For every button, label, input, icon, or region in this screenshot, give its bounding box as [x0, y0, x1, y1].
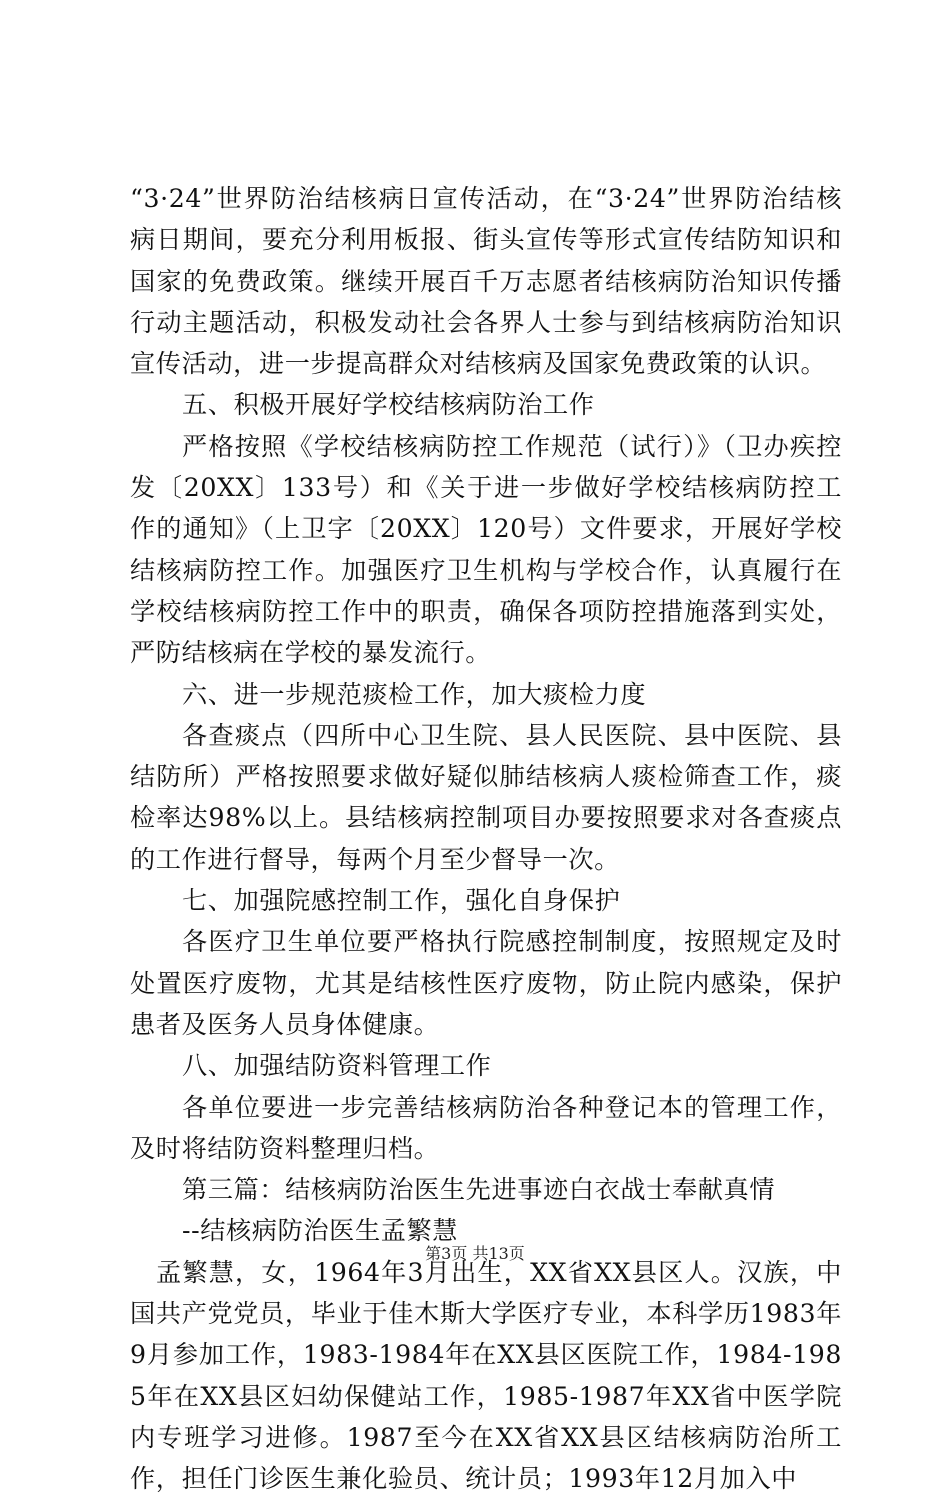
page-number-footer: 第3页 共13页	[425, 1244, 525, 1263]
paragraph-publicity-day: “3·24”世界防治结核病日宣传活动，在“3·24”世界防治结核病日期间，要充分利用板报、街头宣传等形式宣传结防知识和国家的免费政策。继续开展百千万志愿者结核病防治知识传播行动主题活动，积极发动社会各界人士参与到结核病防治知识宣传活动，进一步提高群众对结核病及国家免费政策的认识。	[130, 184, 842, 379]
section-heading-five: 五、积极开展好学校结核病防治工作	[182, 390, 595, 420]
document-body	[130, 178, 842, 1500]
section-heading-seven: 七、加强院感控制工作，强化自身保护	[182, 886, 621, 916]
paragraph-infection-control: 各医疗卫生单位要严格执行院感控制制度，按照规定及时处置医疗废物，尤其是结核性医疗废物，防止院内感染，保护患者及医务人员身体健康。	[130, 927, 842, 1039]
paragraph-records-management: 各单位要进一步完善结核病防治各种登记本的管理工作，及时将结防资料整理归档。	[130, 1092, 842, 1163]
paragraph-school-tb-control: 严格按照《学校结核病防控工作规范（试行）》（卫办疾控发〔20XX〕133号）和《关于进一步做好学校结核病防控工作的通知》（上卫字〔20XX〕120号）文件要求，开展好学校结核病防控工作。加强医疗卫生机构与学校合作，认真履行在学校结核病防控工作中的职责，确保各项防控措施落到实处，严防结核病在学校的暴发流行。	[130, 431, 842, 668]
section-heading-eight: 八、加强结防资料管理工作	[182, 1051, 492, 1081]
paragraph-biography: 孟繁慧，女，1964年3月出生，XX省XX县区人。汉族，中国共产党党员，毕业于佳木斯大学医疗专业，本科学历1983年9月参加工作，1983-1984年在XX县区医院工作，1984-1985年在XX县区妇幼保健站工作，1985-1987年XX省中医学院内专班学习进修。1987至今在XX省XX县区结核病防治所工作，担任门诊医生兼化验员、统计员；1993年12月加入中	[130, 1257, 842, 1494]
chapter-subtitle: --结核病防治医生孟繁慧	[182, 1216, 459, 1246]
section-heading-six: 六、进一步规范痰检工作，加大痰检力度	[182, 679, 647, 709]
chapter-title-three: 第三篇：结核病防治医生先进事迹白衣战士奉献真情	[182, 1175, 776, 1205]
paragraph-sputum-test: 各查痰点（四所中心卫生院、县人民医院、县中医院、县结防所）严格按照要求做好疑似肺结核病人痰检筛查工作，痰检率达98%以上。县结核病控制项目办要按照要求对各查痰点的工作进行督导，每两个月至少督导一次。	[130, 720, 842, 874]
